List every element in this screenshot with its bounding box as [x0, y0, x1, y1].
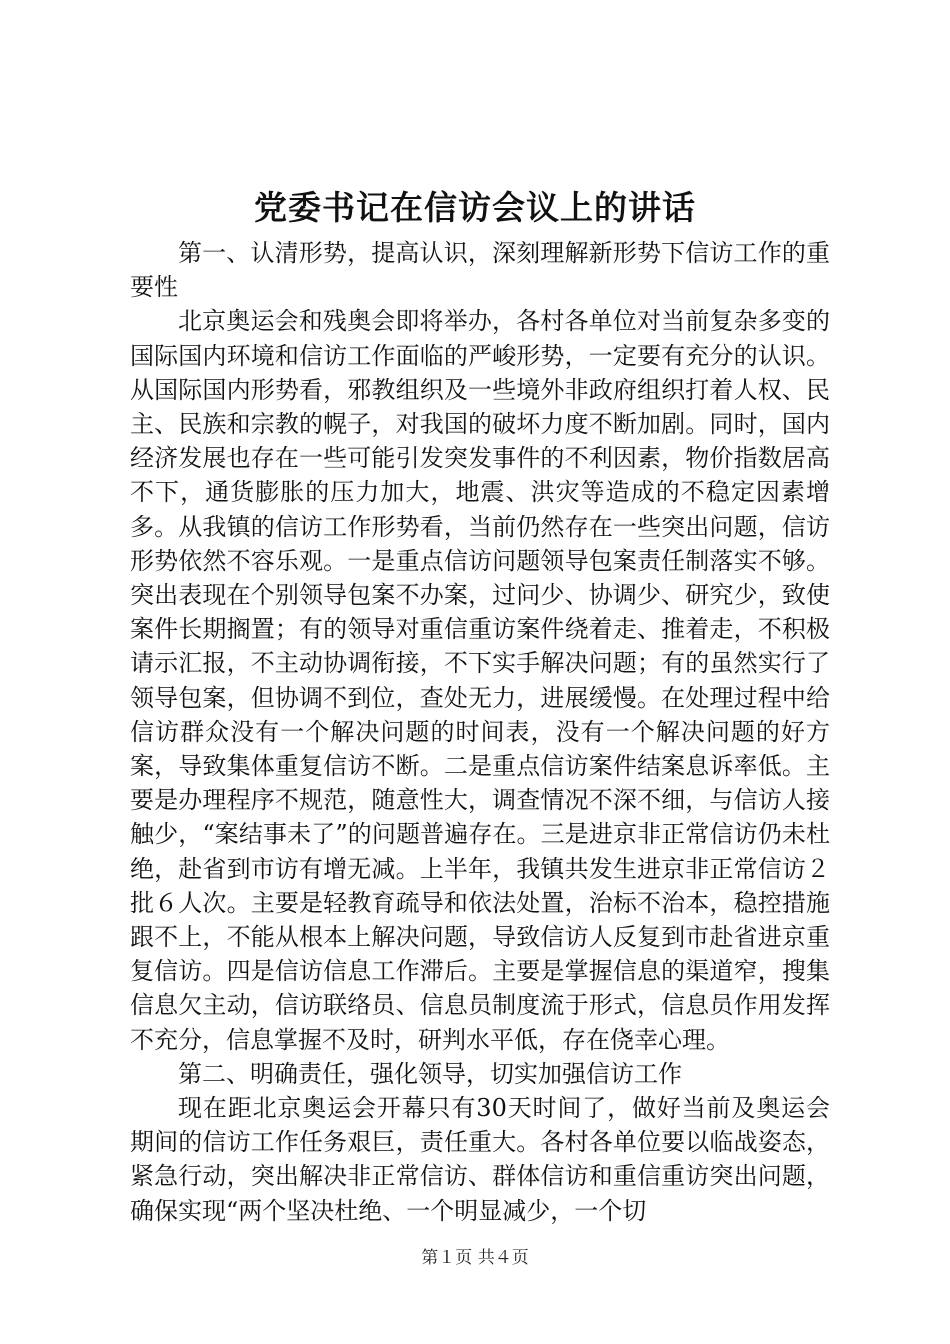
- document-title: 党委书记在信访会议上的讲话: [254, 188, 696, 227]
- paragraph-heading-1: 第一、认清形势，提高认识，深刻理解新形势下信访工作的重要性: [130, 239, 830, 302]
- paragraph-2: 现在距北京奥运会开幕只有30天时间了，做好当前及奥运会期间的信访工作任务艰巨，责任重大。各村各单位要以临战姿态，紧急行动，突出解决非正常信访、群体信访和重信重访突出问题，确保实现“两个坚决杜绝、一个明显减少，一个切: [130, 1094, 830, 1225]
- paragraph-1: 北京奥运会和残奥会即将举办，各村各单位对当前复杂多变的国际国内环境和信访工作面临的严峻形势，一定要有充分的认识。从国际国内形势看，邪教组织及一些境外非政府组织打着人权、民主、民族和宗教的幌子，对我国的破坏力度不断加剧。同时，国内经济发展也存在一些可能引发突发事件的不利因素，物价指数居高不下，通货膨胀的压力加大，地震、洪灾等造成的不稳定因素增多。从我镇的信访工作形势看，当前仍然存在一些突出问题，信访形势依然不容乐观。一是重点信访问题领导包案责任制落实不够。突出表现在个别领导包案不办案，过问少、协调少、研究少，致使案件长期搁置；有的领导对重信重访案件绕着走、推着走，不积极请示汇报，不主动协调衔接，不下实手解决问题；有的虽然实行了领导包案，但协调不到位，查处无力，进展缓慢。在处理过程中给信访群众没有一个解决问题的时间表，没有一个解决问题的好方案，导致集体重复信访不断。二是重点信访案件结案息诉率低。主要是办理程序不规范，随意性大，调查情况不深不细，与信访人接触少，“案结事未了”的问题普遍存在。三是进京非正常信访仍未杜绝，赴省到市访有增无减。上半年，我镇共发生进京非正常信访２批６人次。主要是轻教育疏导和依法处置，治标不治本，稳控措施跟不上，不能从根本上解决问题，导致信访人反复到市赴省进京重复信访。四是信访信息工作滞后。主要是掌握信息的渠道窄，搜集信息欠主动，信访联络员、信息员制度流于形式，信息员作用发挥不充分，信息掌握不及时，研判水平低，存在侥幸心理。: [130, 307, 830, 1054]
- paragraph-heading-2: 第二、明确责任，强化领导，切实加强信访工作: [178, 1059, 682, 1088]
- page-footer: 第１页 共４页: [421, 1248, 529, 1268]
- document-body: [130, 236, 830, 1228]
